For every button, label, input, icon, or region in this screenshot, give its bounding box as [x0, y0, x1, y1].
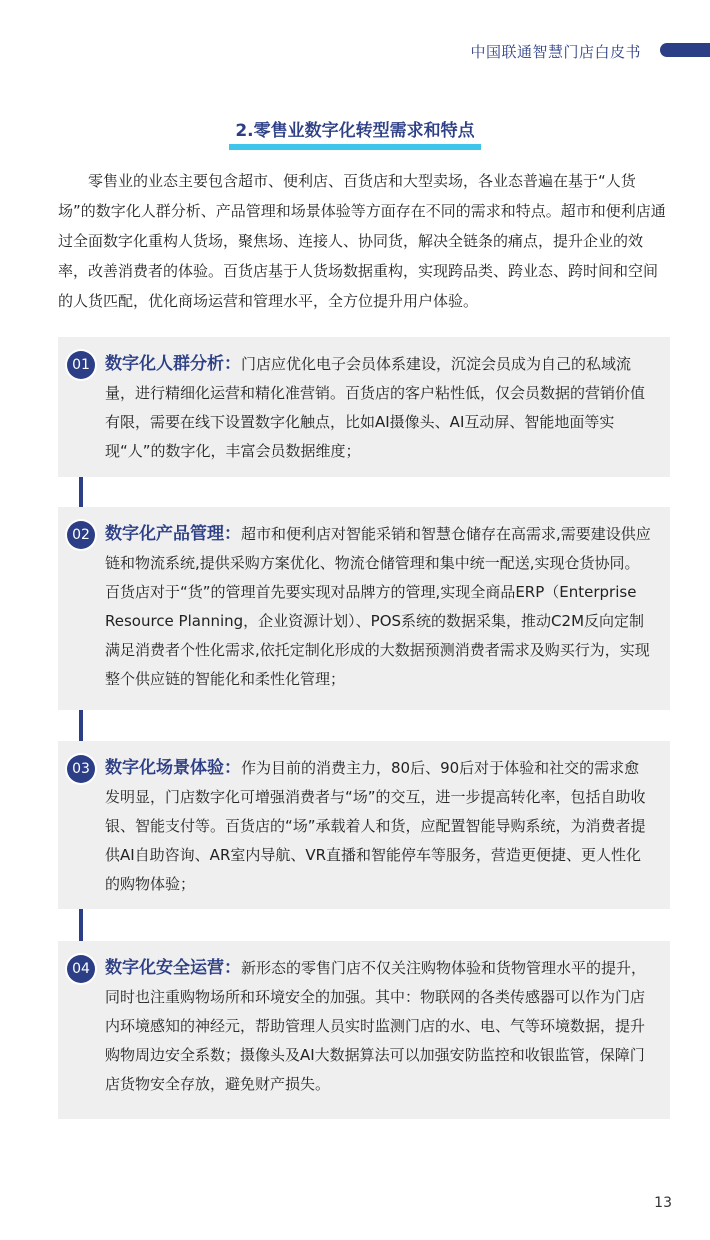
header-title: 中国联通智慧门店白皮书 — [470, 43, 641, 61]
item-number-badge: 02 — [67, 521, 95, 549]
item-number-badge: 03 — [67, 755, 95, 783]
intro-paragraph: 零售业的业态主要包含超市、便利店、百货店和大型卖场，各业态普遍在基于“人货场”的数字化人群分析、产品管理和场景体验等方面存在不同的需求和特点。超市和便利店通过全面数字化重构人货场，聚焦场、连接人、协同货，解决全链条的痛点，提升企业的效率，改善消费者的体验。百货店基于人货场数据重构，实现跨品类、跨业态、跨时间和空间的人货匹配，优化商场运营和管理水平，全方位提升用户体验。 — [58, 172, 666, 310]
item-heading: 数字化安全运营： — [105, 958, 241, 978]
page-number: 13 — [654, 1195, 672, 1211]
header-accent-bar — [660, 43, 710, 57]
item-text: 超市和便利店对智能采销和智慧仓储存在高需求,需要建设供应链和物流系统,提供采购方案优化、物流仓储管理和集中统一配送,实现仓货协同。百货店对于“货”的管理首先要实现对品牌方的管理,实现全商品ERP（Enterprise Resource Planning，企业资源计划）、POS系统的数据采集，推动C2M反向定制满足消费者个性化需求,依托定制化形成的大数据预测消费者需求及购买行为，实现整个供应链的智能化和柔性化管理； — [105, 525, 651, 688]
item-text: 门店应优化电子会员体系建设，沉淀会员成为自己的私域流量，进行精细化运营和精化准营销。百货店的客户粘性低，仅会员数据的营销价值有限，需要在线下设置数字化触点，比如AI摄像头、AI互动屏、智能地面等实现“人”的数字化，丰富会员数据维度； — [105, 355, 646, 460]
item-heading: 数字化场景体验： — [105, 758, 241, 778]
item-heading: 数字化人群分析： — [105, 354, 241, 374]
item-heading: 数字化产品管理： — [105, 524, 241, 544]
item-text: 作为目前的消费主力，80后、90后对于体验和社交的需求愈发明显，门店数字化可增强消费者与“场”的交互，进一步提高转化率，包括自助收银、智能支付等。百货店的“场”承载着人和货，应配置智能导购系统，为消费者提供AI自助咨询、AR室内导航、VR直播和智能停车等服务，营造更便捷、更人性化的购物体验； — [105, 759, 646, 893]
item-card-3 — [58, 741, 670, 909]
item-card-1 — [58, 337, 670, 477]
section-title-wrap — [0, 120, 710, 150]
item-card-4 — [58, 941, 670, 1119]
item-number-badge: 01 — [67, 351, 95, 379]
item-card-2 — [58, 507, 670, 710]
item-text: 新形态的零售门店不仅关注购物体验和货物管理水平的提升，同时也注重购物场所和环境安全的加强。其中：物联网的各类传感器可以作为门店内环境感知的神经元，帮助管理人员实时监测门店的水、电、气等环境数据，提升购物周边安全系数；摄像头及AI大数据算法可以加强安防监控和收银监管，保障门店货物安全存放，避免财产损失。 — [105, 959, 647, 1093]
item-number-badge: 04 — [67, 955, 95, 983]
section-title: 2.零售业数字化转型需求和特点 — [229, 120, 480, 150]
